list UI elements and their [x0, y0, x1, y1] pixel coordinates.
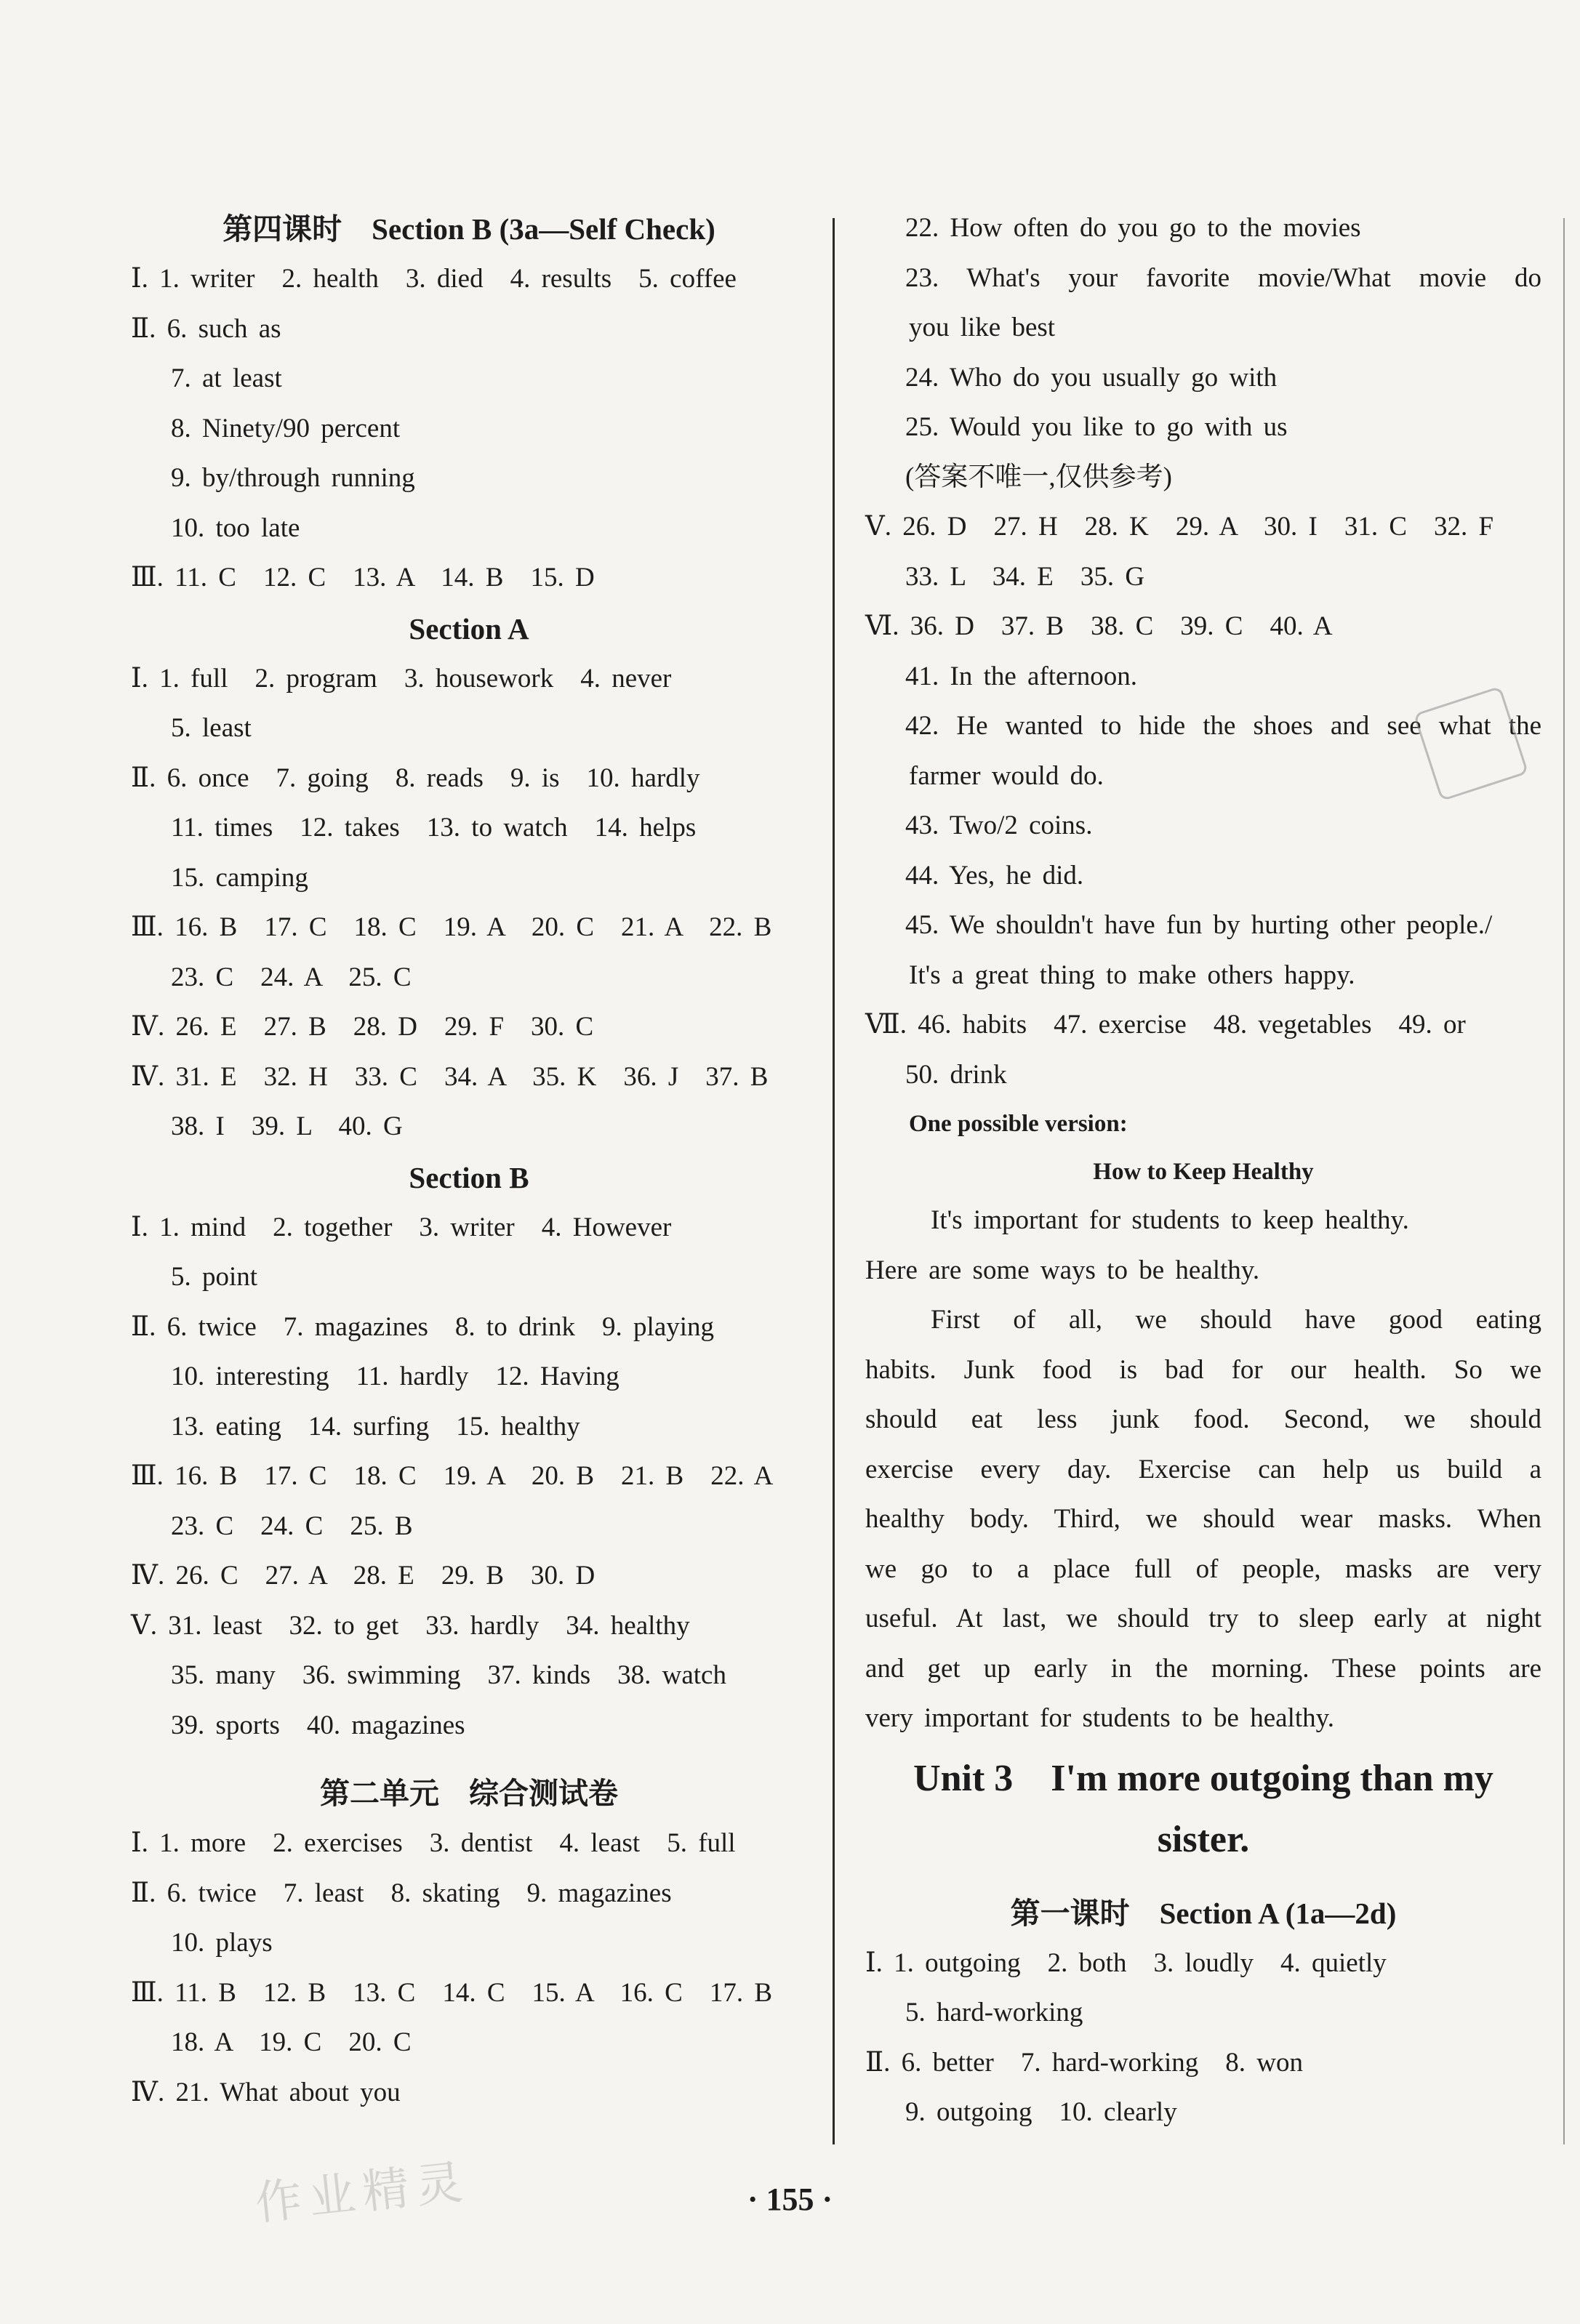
answer-line: 38. I 39. L 40. G — [171, 1111, 403, 1141]
essay-line: healthy body. Third, we should wear masks. When — [865, 1504, 1541, 1534]
answer-line: 11. times 12. takes 13. to watch 14. helps — [171, 813, 697, 843]
answer-line: 22. How often do you go to the movies — [905, 213, 1361, 243]
answer-line: 9. by/through running — [171, 463, 415, 493]
answer-line: 5. point — [171, 1262, 258, 1292]
column-divider — [833, 218, 835, 2144]
answer-line: It's a great thing to make others happy. — [909, 960, 1355, 990]
answer-line: Ⅳ. 21. What about you — [131, 2077, 401, 2107]
answer-line: Ⅰ. 1. mind 2. together 3. writer 4. However — [131, 1212, 672, 1242]
answer-line: 7. at least — [171, 363, 282, 393]
answer-line: Ⅵ. 36. D 37. B 38. C 39. C 40. A — [865, 611, 1333, 641]
answer-line: Ⅱ. 6. twice 7. least 8. skating 9. magazines — [131, 1878, 672, 1908]
section-heading: Section A — [409, 611, 529, 646]
answer-line: 23. C 24. A 25. C — [171, 962, 412, 992]
essay-line: useful. At last, we should try to sleep early at night — [865, 1604, 1541, 1633]
answer-line: Ⅱ. 6. once 7. going 8. reads 9. is 10. hardly — [131, 763, 700, 793]
answer-line: 5. least — [171, 713, 252, 743]
unit-title-line2: sister. — [1157, 1818, 1250, 1860]
answer-line: 15. camping — [171, 862, 308, 893]
section-heading: 第一课时 Section A (1a—2d) — [1010, 1896, 1397, 1930]
answer-line: (答案不唯一,仅供参考) — [905, 462, 1172, 492]
answer-line: Ⅰ. 1. full 2. program 3. housework 4. never — [131, 663, 672, 693]
essay-line: habits. Junk food is bad for our health. So we — [865, 1354, 1541, 1385]
answer-line: 33. L 34. E 35. G — [905, 561, 1145, 592]
essay-line: Here are some ways to be healthy. — [865, 1255, 1260, 1285]
answer-line: Ⅰ. 1. more 2. exercises 3. dentist 4. least 5. full — [131, 1828, 736, 1858]
answer-line: 50. drink — [905, 1059, 1007, 1090]
answer-line: Ⅲ. 11. C 12. C 13. A 14. B 15. D — [131, 563, 595, 592]
section-heading: Section B — [409, 1160, 529, 1194]
answer-line: 18. A 19. C 20. C — [171, 2027, 412, 2057]
left-column — [131, 204, 807, 2118]
answer-line: 10. too late — [171, 512, 300, 543]
answer-line: 25. Would you like to go with us — [905, 412, 1288, 442]
answer-line: 9. outgoing 10. clearly — [905, 2097, 1177, 2127]
answer-line: 8. Ninety/90 percent — [171, 413, 401, 443]
answer-line: 10. interesting 11. hardly 12. Having — [171, 1362, 619, 1391]
answer-line: Ⅳ. 31. E 32. H 33. C 34. A 35. K 36. J 37. B — [131, 1061, 769, 1092]
answer-line: 44. Yes, he did. — [905, 860, 1084, 890]
answer-line: Ⅲ. 11. B 12. B 13. C 14. C 15. A 16. C 17. B — [131, 1977, 773, 2008]
watermark-text: 作业精灵 — [252, 2155, 473, 2232]
essay-label: One possible version: — [909, 1111, 1128, 1137]
essay-line: exercise every day. Exercise can help us build a — [865, 1454, 1541, 1484]
essay-line: and get up early in the morning. These points are — [865, 1653, 1541, 1684]
answer-line: 42. He wanted to hide the shoes and see what the — [905, 711, 1541, 741]
answer-line: 43. Two/2 coins. — [905, 811, 1093, 840]
answer-line: 45. We shouldn't have fun by hurting other people./ — [905, 910, 1493, 940]
answer-line: Ⅳ. 26. C 27. A 28. E 29. B 30. D — [131, 1561, 595, 1591]
essay-line: It's important for students to keep healthy. — [931, 1205, 1409, 1235]
section-heading: 第二单元 综合测试卷 — [320, 1777, 618, 1810]
answer-line: Ⅴ. 31. least 32. to get 33. hardly 34. healthy — [131, 1610, 690, 1641]
essay-title: How to Keep Healthy — [1093, 1159, 1314, 1185]
right-column — [865, 204, 1541, 2138]
answer-line: Ⅱ. 6. such as — [131, 313, 281, 344]
answer-line: Ⅰ. 1. outgoing 2. both 3. loudly 4. quietly — [865, 1947, 1387, 1978]
answer-line: 41. In the afternoon. — [905, 661, 1138, 691]
answer-line: 23. What's your favorite movie/What movie do — [905, 262, 1541, 293]
unit-title — [865, 1748, 1541, 1870]
answer-line: 5. hard-working — [905, 1998, 1083, 2027]
right-border-line — [1563, 218, 1565, 2144]
page-number: · 155 · — [747, 2182, 833, 2217]
answer-line: farmer would do. — [909, 760, 1104, 791]
answer-line: 39. sports 40. magazines — [171, 1710, 465, 1740]
section-heading: 第四课时 Section B (3a—Self Check) — [222, 212, 715, 246]
unit-title-line1: Unit 3 I'm more outgoing than my — [913, 1757, 1493, 1799]
essay-line: very important for students to be healthy. — [865, 1703, 1334, 1733]
answer-line: Ⅲ. 16. B 17. C 18. C 19. A 20. B 21. B 22. A — [131, 1461, 774, 1491]
answer-line: 13. eating 14. surfing 15. healthy — [171, 1411, 580, 1442]
answer-line: 10. plays — [171, 1928, 273, 1958]
answer-line: Ⅱ. 6. twice 7. magazines 8. to drink 9. playing — [131, 1311, 715, 1342]
answer-line: Ⅲ. 16. B 17. C 18. C 19. A 20. C 21. A 22. B — [131, 912, 772, 942]
answer-line: 24. Who do you usually go with — [905, 362, 1278, 393]
answer-line: 35. many 36. swimming 37. kinds 38. watch — [171, 1660, 726, 1690]
essay-line: First of all, we should have good eating — [931, 1305, 1541, 1335]
essay-line: should eat less junk food. Second, we should — [865, 1404, 1541, 1434]
answer-line: Ⅰ. 1. writer 2. health 3. died 4. results 5. coffee — [131, 264, 737, 294]
essay-line: we go to a place full of people, masks are very — [865, 1553, 1541, 1584]
answer-line: Ⅳ. 26. E 27. B 28. D 29. F 30. C — [131, 1012, 594, 1042]
answer-line: 23. C 24. C 25. B — [171, 1511, 413, 1541]
answer-line: Ⅱ. 6. better 7. hard-working 8. won — [865, 2047, 1303, 2078]
answer-line: you like best — [909, 313, 1056, 342]
answer-line: Ⅶ. 46. habits 47. exercise 48. vegetables 49. or — [865, 1010, 1466, 1040]
answer-line: Ⅴ. 26. D 27. H 28. K 29. A 30. I 31. C 32. F — [865, 512, 1494, 542]
